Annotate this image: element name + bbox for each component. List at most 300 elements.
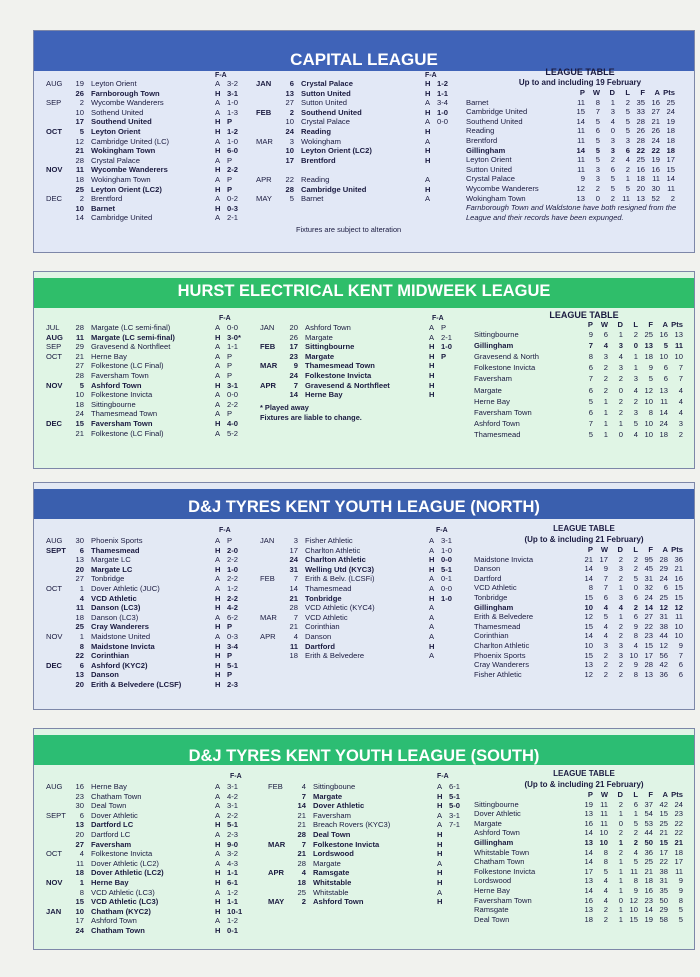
fixture-month [260,622,288,632]
fixture-venue: A [429,536,435,545]
table-cell: 2 [610,155,615,165]
fixture-row [268,801,477,811]
table-cell: 1 [603,396,608,406]
fixture-venue: H [437,897,443,907]
fixture-opponent: Chatham Town [91,925,145,935]
fixture-opponent: Brentford [301,155,336,165]
team-name: Dartford [474,573,502,583]
table-cell: 6 [633,592,638,602]
table-cell: 16 [674,573,683,583]
table-row [474,622,694,632]
fixture-month [46,830,74,840]
table-cell: 12 [576,183,585,193]
table-cell: 18 [674,847,683,857]
column-header: D [617,320,623,329]
fixture-opponent: Folkestone (LC Final) [91,361,164,371]
table-cell: 2 [670,193,675,203]
table-cell: 21 [659,828,668,838]
fixture-day: 7 [293,574,298,584]
fixture-venue: H [437,791,443,801]
fixture-opponent: Faversham [313,810,351,820]
fixture-result: P [227,117,233,127]
fixture-day: 25 [75,622,84,632]
table-cell: 2 [633,396,638,406]
table-cell: 27 [644,612,653,622]
fixture-day: 24 [289,370,298,380]
fixture-opponent: Breach Rovers (KYC3) [313,820,391,830]
fixture-result [449,868,477,878]
table-row [474,828,694,838]
league-table-rows [474,555,694,680]
fixture-month: SEPT [46,545,66,555]
table-cell: 26 [636,126,645,136]
table-cell: 14 [666,174,675,184]
table-cell: 3 [603,351,608,361]
table-cell: 2 [618,660,623,670]
table-cell: 18 [644,876,653,886]
table-cell: 7 [588,374,593,384]
column-header: L [633,545,638,554]
fixture-row [260,342,469,352]
table-cell: 33 [636,107,645,117]
fixture-month [46,409,74,419]
table-cell: 95 [644,554,653,564]
fixture-result: 0-1 [227,925,238,935]
youth-north-panel [33,482,695,710]
fixture-day: 24 [285,126,294,136]
fixture-venue: A [215,409,221,419]
team-col-spacer [474,320,578,330]
fixture-day: 18 [75,399,84,409]
fixture-venue: A [429,323,435,332]
fixture-month: AUG [46,332,63,342]
fixture-month: APR [268,868,285,878]
fixture-venue: A [215,194,221,204]
table-cell: 9 [648,363,653,373]
table-cell: 8 [648,407,653,417]
team-name: Lordswood [474,876,512,886]
fixture-result: 1-1 [227,342,238,352]
table-cell: 1 [610,97,615,107]
table-cell: 10 [644,396,653,406]
fixture-opponent: Deal Town [313,829,351,839]
league-table-header [466,88,694,98]
table-cell: 14 [584,564,593,574]
fixture-opponent: Reading [301,174,330,184]
fixture-month [268,811,296,821]
fixture-month [46,603,74,613]
fixture-venue: A [429,583,435,593]
table-row [474,896,694,906]
table-cell: 5 [663,340,668,350]
fixture-venue: H [437,868,443,878]
fixture-row [46,811,255,821]
fixture-row [46,868,255,878]
fixture-day: 2 [79,98,84,108]
fixture-day: 4 [79,849,84,859]
fixture-month [260,642,288,652]
fixture-row [256,165,465,175]
fixture-month [46,137,74,147]
team-name: Corinthian [474,631,509,641]
fixture-month: JAN [260,323,275,332]
table-cell: 2 [678,430,683,440]
table-cell: 5 [610,183,615,193]
fixture-opponent: Reading [301,126,331,136]
table-cell: 18 [584,914,593,924]
table-cell: 10 [599,828,608,838]
fixture-opponent: Brentford [91,194,123,204]
table-cell: 2 [618,396,623,406]
fixture-month: NOV [46,165,63,175]
table-cell: 11 [577,155,585,165]
fixture-venue: A [215,829,221,839]
fixture-opponent: Cambridge United (LC) [91,136,170,146]
fixture-day: 15 [75,418,84,428]
fixture-result: 3-1 [227,801,238,811]
table-cell: 50 [659,895,668,905]
table-cell: 29 [659,905,668,915]
fixture-venue: H [429,351,435,361]
table-cell: 0 [618,895,623,905]
fixture-month: MAR [256,136,273,146]
fixture-month [46,361,74,371]
fixture-venue: H [215,925,221,935]
fixture-month [46,897,74,907]
table-cell: 1 [618,329,623,339]
table-cell: 14 [644,602,653,612]
fixture-venue: A [215,536,221,545]
table-cell: 23 [674,809,683,819]
fixture-opponent: Erith & Belvedere [305,651,365,661]
fixture-result: 0-3 [227,631,238,641]
fixture-row [46,108,255,118]
table-cell: 3 [618,363,623,373]
fixture-row [260,333,469,343]
fixture-venue: A [425,98,431,108]
table-cell: 2 [633,554,638,564]
table-cell: 5 [603,612,608,622]
table-cell: 10 [674,631,683,641]
fixture-month: FEB [260,342,276,352]
table-cell: 14 [644,905,653,915]
fixture-opponent: Dartford [305,641,335,651]
fixture-row [46,878,255,888]
fixture-month [260,555,288,565]
fixture-result [449,878,477,888]
table-cell: 5 [648,374,653,384]
fixture-venue: H [215,545,221,555]
table-cell: 2 [618,554,623,564]
fixture-opponent: Herne Bay [91,351,127,361]
table-cell: 7 [678,650,683,660]
fixture-result: 6-2 [227,612,238,622]
table-cell: 11 [622,193,630,203]
team-name: Whitstable Town [474,847,530,857]
column-header: P [579,88,585,97]
fixture-opponent: Leyton Orient (LC2) [301,146,372,156]
league-table-rows [466,98,694,204]
fixture-venue: A [437,820,443,830]
fixture-row [46,555,255,565]
fa-header: F-A [219,315,231,322]
fixture-day: 11 [75,165,84,175]
fixture-row [46,175,255,185]
fixture-venue: H [215,593,221,603]
team-name: Charlton Athletic [474,640,530,650]
fixture-day: 21 [75,428,84,438]
fixture-row [46,622,255,632]
fixture-result: 1-1 [437,88,448,98]
fixture-result: P [227,351,233,361]
fixture-row [268,868,477,878]
fixture-opponent: Erith & Belv. (LCSFi) [305,574,375,584]
fixture-opponent: Leyton Orient (LC2) [91,184,162,194]
fixture-row [268,878,477,888]
table-cell: 14 [584,857,593,867]
fixture-result [441,613,469,623]
fixture-venue: A [215,323,221,332]
fixture-row [46,888,255,898]
fixture-opponent: Faversham Town [91,370,149,380]
fixture-row [46,204,255,214]
youth-south-panel [33,728,695,950]
table-cell: 18 [644,351,653,361]
fixture-result [437,175,465,185]
table-cell: 44 [659,631,668,641]
table-cell: 1 [633,809,638,819]
fixture-month: JAN [46,906,62,916]
fixture-result [437,165,465,175]
fixture-venue: A [215,361,221,371]
fixture-venue: A [215,351,221,361]
table-cell: 4 [603,621,608,631]
fixture-opponent: Maidstone United [91,631,151,641]
table-cell: 25 [636,155,645,165]
table-cell: 23 [644,895,653,905]
fixture-month [256,89,284,99]
fixture-venue: H [429,641,435,651]
fixture-result: P [227,622,233,632]
fixture-month: FEB [260,574,275,584]
fixture-day: 2 [289,107,294,117]
fixture-opponent: VCD Athletic [305,612,348,622]
fixture-result: 2-3 [227,679,238,689]
fixture-result: 0-2 [227,194,238,204]
table-cell: 52 [651,193,660,203]
team-name: Ashford Town [474,419,520,429]
team-name: Erith & Belvedere [474,612,534,622]
table-cell: 5 [633,857,638,867]
league-table-header [474,790,694,800]
table-row [474,838,694,848]
fixture-day: 27 [285,98,294,108]
table-row [474,867,694,877]
table-cell: 3 [610,145,615,155]
fixture-opponent: Dartford LC [91,820,134,830]
table-cell: 6 [678,660,683,670]
fixture-opponent: Sothend United [91,107,144,117]
fixture-day: 21 [289,593,298,603]
fixture-venue: H [437,839,443,849]
table-cell: 42 [659,799,668,809]
table-cell: 22 [674,818,683,828]
table-cell: 11 [675,612,683,622]
table-row [474,651,694,661]
fixture-month: OCT [46,126,63,136]
fixture-row [260,555,469,565]
table-cell: 5 [625,126,630,136]
table-cell: 3 [595,174,600,184]
fixture-result: 2-1 [441,332,452,342]
fixture-opponent: VCD Athletic (LC3) [91,887,155,897]
fixture-month [46,801,74,811]
fixture-opponent: Folkestone (LC Final) [91,428,164,438]
table-cell: 2 [618,621,623,631]
fixture-month: SEP [46,342,62,352]
table-cell: 18 [666,145,675,155]
column-header: A [654,88,660,97]
table-cell: 14 [659,407,668,417]
fixture-result: 7-1 [449,820,460,830]
team-name: Leyton Orient [466,155,512,165]
fixture-day: 6 [79,810,84,820]
fixture-venue: A [437,887,443,897]
fixture-opponent: Folkestone Invicta [313,839,380,849]
fixture-result [437,156,465,166]
table-cell: 38 [659,621,668,631]
fixture-result: P [227,155,233,165]
table-row [474,876,694,886]
table-cell: 9 [633,621,638,631]
fixture-row [46,146,255,156]
table-cell: 58 [659,914,668,924]
team-name: Sutton United [466,164,513,174]
fixtures-column-1 [46,782,255,936]
fixture-opponent: Sutton United [301,88,351,98]
fixture-opponent: Maidstone Invicta [91,641,155,651]
table-cell: 13 [584,837,593,847]
fixture-result: 0-1 [441,574,452,584]
fixture-venue: A [215,916,221,926]
table-cell: 7 [588,419,593,429]
column-header: A [662,545,668,554]
fixture-venue: A [215,887,221,897]
fixture-month: AUG [46,79,63,88]
team-name: Gillingham [474,837,514,847]
fixture-venue: H [215,906,221,916]
fixture-month [260,390,288,400]
fixture-day: 5 [79,126,84,136]
fixture-row [46,536,255,546]
table-cell: 2 [633,837,638,847]
team-name: Herne Bay [474,396,510,406]
fixture-day [284,165,301,175]
fixtures-column-1 [46,323,255,438]
fixture-venue: A [215,791,221,801]
table-cell: 2 [603,385,608,395]
fixture-month [46,916,74,926]
team-name: Chatham Town [474,857,525,867]
fixture-row [46,926,255,936]
fixture-opponent: Gravesend & Northfleet [305,380,390,390]
fixture-venue: H [215,868,221,878]
fixture-opponent: Dover Athletic (JUC) [91,583,160,593]
fixture-result: 1-0 [441,545,452,555]
fixture-result: 10-1 [227,906,243,916]
fixture-day: 27 [75,361,84,371]
fixture-row [46,381,255,391]
fixture-day: 17 [285,155,294,165]
table-cell: 3 [625,135,630,145]
team-name: Faversham Town [474,895,532,905]
fixture-opponent: Ramsgate [313,868,350,878]
fixture-month [268,820,296,830]
fixture-row [256,175,465,185]
team-name: Folkestone Invicta [474,866,536,876]
fixture-month [46,108,74,118]
table-cell: 6 [588,385,593,395]
fixture-row [268,888,477,898]
fixture-row [256,89,465,99]
fixture-opponent: Tonbridge [305,593,342,603]
fixture-venue: A [215,631,221,641]
table-cell: 9 [678,876,683,886]
fixture-month [46,185,74,195]
fixture-month: NOV [46,877,63,887]
fixture-result: 1-2 [227,583,238,593]
table-cell: 4 [678,407,683,417]
table-cell: 15 [584,621,593,631]
table-cell: 14 [584,885,593,895]
table-cell: 4 [610,116,615,126]
table-row [466,126,694,136]
fixture-result: 1-2 [227,916,238,926]
table-row [474,341,694,352]
table-cell: 0 [633,583,638,593]
table-cell: 4 [618,351,623,361]
fixture-month: JAN [260,536,275,545]
table-cell: 0 [618,385,623,395]
fixture-result: 1-0 [227,564,238,574]
fixture-opponent: Ashford Town [305,323,351,332]
table-cell: 13 [644,340,653,350]
fixture-opponent: Charlton Athletic [305,555,366,565]
fixture-day: 17 [289,342,298,352]
fixture-result: 5-1 [227,820,238,830]
fixture-venue: H [215,418,221,428]
fixture-venue: H [215,165,221,175]
fixture-result: 5-1 [449,791,460,801]
fixture-month: DEC [46,660,63,670]
fixture-month [46,390,74,400]
table-cell: 14 [576,116,585,126]
fixtures-note: Fixtures are liable to change. [260,413,362,422]
fixture-month [46,213,74,223]
table-cell: 22 [636,145,645,155]
team-name: Danson [474,564,501,574]
fixture-row [256,185,465,195]
fixture-result [437,127,465,137]
fixture-day: 2 [79,194,84,204]
fixture-month [260,546,288,556]
fixture-opponent: Cambridge United [301,184,367,194]
table-cell: 6 [588,407,593,417]
fixture-row [46,632,255,642]
fixture-venue: H [215,839,221,849]
league-table-subtitle: Up to and including 19 February [518,78,642,87]
fixture-result: 1-0 [227,136,238,146]
